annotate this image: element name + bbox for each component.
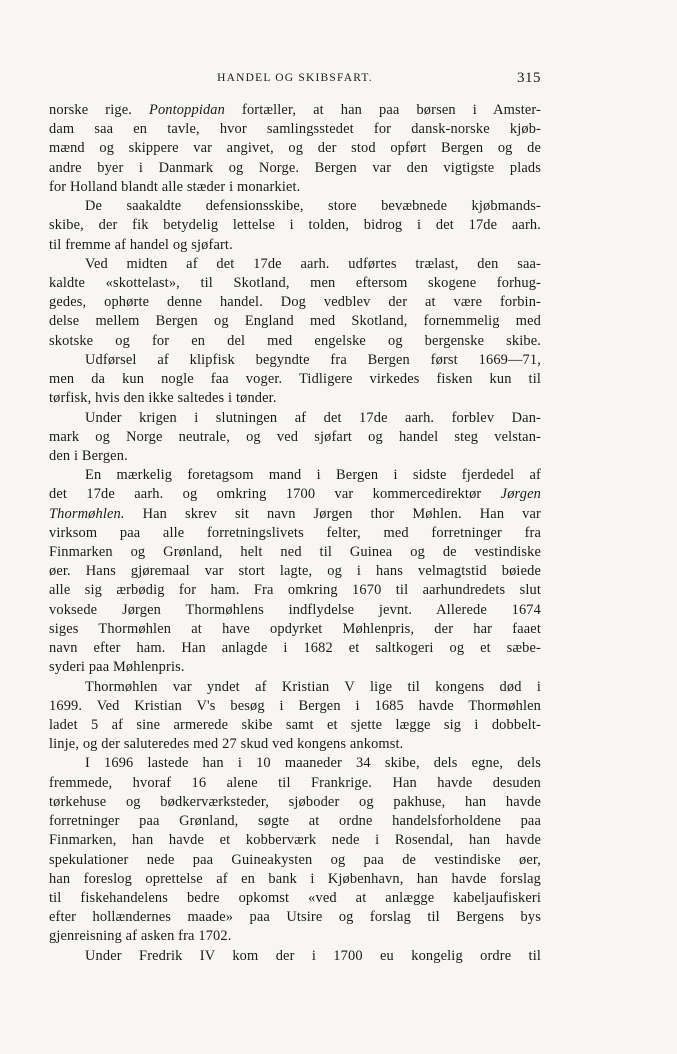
text-line: delse mellem Bergen og England med Skotland, fornemmelig med [49, 313, 541, 330]
text-line: alle sig ærbødig for ham. Fra omkring 1670 til aarhundredets slut [49, 582, 541, 599]
text-line: Thormøhlen var yndet af Kristian V lige til kongens død i [85, 678, 541, 695]
text-line: gedes, ophørte denne handel. Dog vedblev der at være forbin- [49, 294, 541, 311]
text-line: Under Fredrik IV kom der i 1700 eu kongelig ordre til [85, 947, 541, 964]
text-line: for Holland blandt alle stæder i monarkiet. [49, 178, 301, 195]
page-number: 315 [517, 70, 541, 86]
italic-name: Thormøhlen. [49, 505, 125, 522]
text-line: navn efter ham. Han anlagde i 1682 et saltkogeri og et sæbe- [49, 640, 541, 657]
text-line: til fiskehandelens bedre opkomst «ved at anlægge kabeljaufiskeri [49, 889, 541, 906]
text-line: det 17de aarh. og omkring 1700 var kommercedirektør Jørgen [49, 486, 541, 503]
text-line: forretninger paa Grønland, søgte at ordne handelsforholdene paa [49, 813, 541, 830]
text-line: dam saa en tavle, hvor samlingsstedet for dansk-norske kjøb- [49, 121, 541, 138]
text-line: norske rige. Pontoppidan fortæller, at han paa børsen i Amster- [49, 102, 541, 118]
text-line: siges Thormøhlen at have opdyrket Møhlenpris, der har faaet [49, 620, 541, 637]
text-line: Udførsel af klipfisk begyndte fra Bergen først 1669—71, [85, 351, 541, 368]
text-line: til fremme af handel og sjøfart. [49, 236, 233, 253]
text-line: efter hollændernes maade» paa Utsire og forslag til Bergens bys [49, 909, 541, 926]
text-line: De saakaldte defensionsskibe, store bevæbnede kjøbmands- [85, 198, 541, 215]
text-line: En mærkelig foretagsom mand i Bergen i sidste fjerdedel af [85, 467, 541, 484]
text-line: 1699. Ved Kristian V's besøg i Bergen i 1685 havde Thormøhlen [49, 697, 541, 714]
text-line: mænd og skippere var angivet, og der stod opført Bergen og de [49, 140, 541, 157]
text-line: syderi paa Møhlenpris. [49, 659, 185, 676]
text-line: andre byer i Danmark og Norge. Bergen var den vigtigste plads [49, 159, 541, 176]
text-line: linje, og der saluteredes med 27 skud ved kongens ankomst. [49, 736, 404, 753]
text-line: spekulationer nede paa Guineakysten og paa de vestindiske øer, [49, 851, 541, 868]
text-line: den i Bergen. [49, 447, 128, 464]
text-line: ladet 5 af sine armerede skibe samt et sjette lægge sig i dobbelt- [49, 717, 541, 733]
text-line: I 1696 lastede han i 10 maaneder 34 skibe, dels egne, dels [85, 755, 541, 772]
text-line: gjenreisning af asken fra 1702. [49, 928, 232, 945]
body-text [49, 101, 541, 966]
text-line: Finmarken, han havde et kobberværk nede i Rosendal, han havde [49, 832, 541, 849]
text-line: skibe, der fik betydelig lettelse i tolden, bidrog i det 17de aarh. [49, 217, 541, 234]
text-line: Finmarken og Grønland, helt ned til Guinea og de vestindiske [49, 544, 541, 561]
text-line: voksede Jørgen Thormøhlens indflydelse jevnt. Allerede 1674 [49, 601, 541, 618]
text-line: tørkehuse og bødkerværksteder, sjøboder og pakhuse, han havde [49, 793, 541, 810]
text-line: kaldte «skottelast», til Skotland, men eftersom skogene forhug- [49, 274, 541, 291]
text-line: skotske og for en del med engelske og bergenske skibe. [49, 332, 541, 349]
text-line: Thormøhlen. Han skrev sit navn Jørgen thor Møhlen. Han var [49, 505, 541, 522]
text-line: tørfisk, hvis den ikke saltedes i tønder. [49, 390, 277, 407]
text-line: men da kun nogle faa voger. Tidligere virkedes fisken kun til [49, 371, 541, 388]
italic-name: Pontoppidan [149, 102, 225, 118]
italic-name: Jørgen [500, 486, 541, 503]
text-line: Under krigen i slutningen af det 17de aarh. forblev Dan- [85, 409, 541, 426]
text-line: fremmede, hvoraf 16 alene til Frankrige. Han havde desuden [49, 774, 541, 791]
text-line: han foreslog oprettelse af en bank i Kjøbenhavn, han havde forslag [49, 870, 541, 887]
text-line: mark og Norge neutrale, og ved sjøfart og handel steg velstan- [49, 428, 541, 445]
text-line: øer. Hans gjøremaal var stort lagte, og i hans velmagtstid bøiede [49, 563, 541, 580]
running-head [49, 70, 541, 90]
text-line: Ved midten af det 17de aarh. udførtes trælast, den saa- [85, 255, 541, 272]
running-title: HANDEL OG SKIBSFART. [217, 72, 373, 84]
text-line: virksom paa alle forretningslivets felter, med forretninger fra [49, 524, 541, 541]
